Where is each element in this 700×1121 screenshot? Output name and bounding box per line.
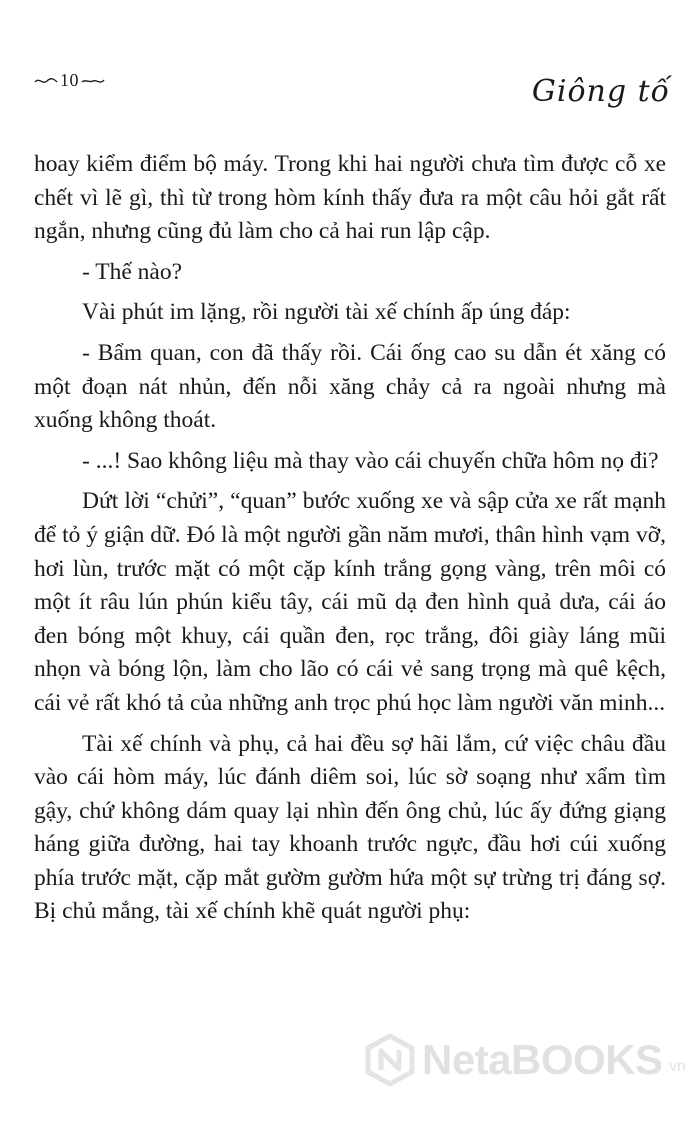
paragraph: - Bẩm quan, con đã thấy rồi. Cái ống cao su dẫn ét xăng có một đoạn nát nhủn, đến nỗi xăng chảy cả ra ngoài nhưng mà xuống không thoát. — [34, 339, 666, 434]
watermark-suffix: .vn — [664, 1058, 686, 1075]
watermark-brand: NetaBOOKS — [422, 1036, 663, 1083]
running-title: Giông tố — [531, 74, 670, 109]
page-header — [0, 0, 700, 120]
paragraph: hoay kiểm điểm bộ máy. Trong khi hai người chưa tìm được cỗ xe chết vì lẽ gì, thì từ trong hòm kính thấy đưa ra một câu hỏi gắt rất ngắn, nhưng cũng đủ làm cho cả hai run lập cập. — [34, 151, 666, 245]
watermark — [364, 1034, 686, 1086]
body-text — [34, 148, 666, 929]
page-number-block — [34, 70, 105, 91]
left-flourish-icon — [34, 76, 58, 86]
paragraph: - Thế nào? — [82, 258, 183, 285]
paragraph: Dứt lời “chửi”, “quan” bước xuống xe và sập cửa xe rất mạnh để tỏ ý giận dữ. Đó là một người gần năm mươi, thân hình vạm vỡ, hơi lùn, trước mặt có một cặp kính trắng gọng vàng, trên môi có một ít râu lún phún kiểu tây, cái mũ dạ đen hình quả dưa, cái áo đen bóng một khuy, cái quần đen, rọc trắng, đôi giày láng mũi nhọn và bóng lộn, làm cho lão có cái vẻ sang trọng mà quê kệch, cái vẻ rất khó tả của những anh trọc phú học làm người văn minh... — [34, 488, 666, 716]
page-number: 10 — [60, 70, 79, 90]
right-flourish-icon — [81, 76, 105, 86]
paragraph: Vài phút im lặng, rồi người tài xế chính ấp úng đáp: — [82, 299, 571, 326]
n-logo-icon — [364, 1034, 416, 1086]
paragraph: Tài xế chính và phụ, cả hai đều sợ hãi lắm, cứ việc châu đầu vào cái hòm máy, lúc đánh diêm soi, lúc sờ soạng như xẩm tìm gậy, chứ không dám quay lại nhìn đến ông chủ, lúc ấy đứng giạng háng giữa đường, hai tay khoanh trước ngực, đầu hơi cúi xuống phía trước mặt, cặp mắt gườm gườm hứa một sự trừng trị đáng sợ. Bị chủ mắng, tài xế chính khẽ quát người phụ: — [34, 730, 666, 925]
paragraph: - ...! Sao không liệu mà thay vào cái chuyến chữa hôm nọ đi? — [82, 447, 659, 474]
